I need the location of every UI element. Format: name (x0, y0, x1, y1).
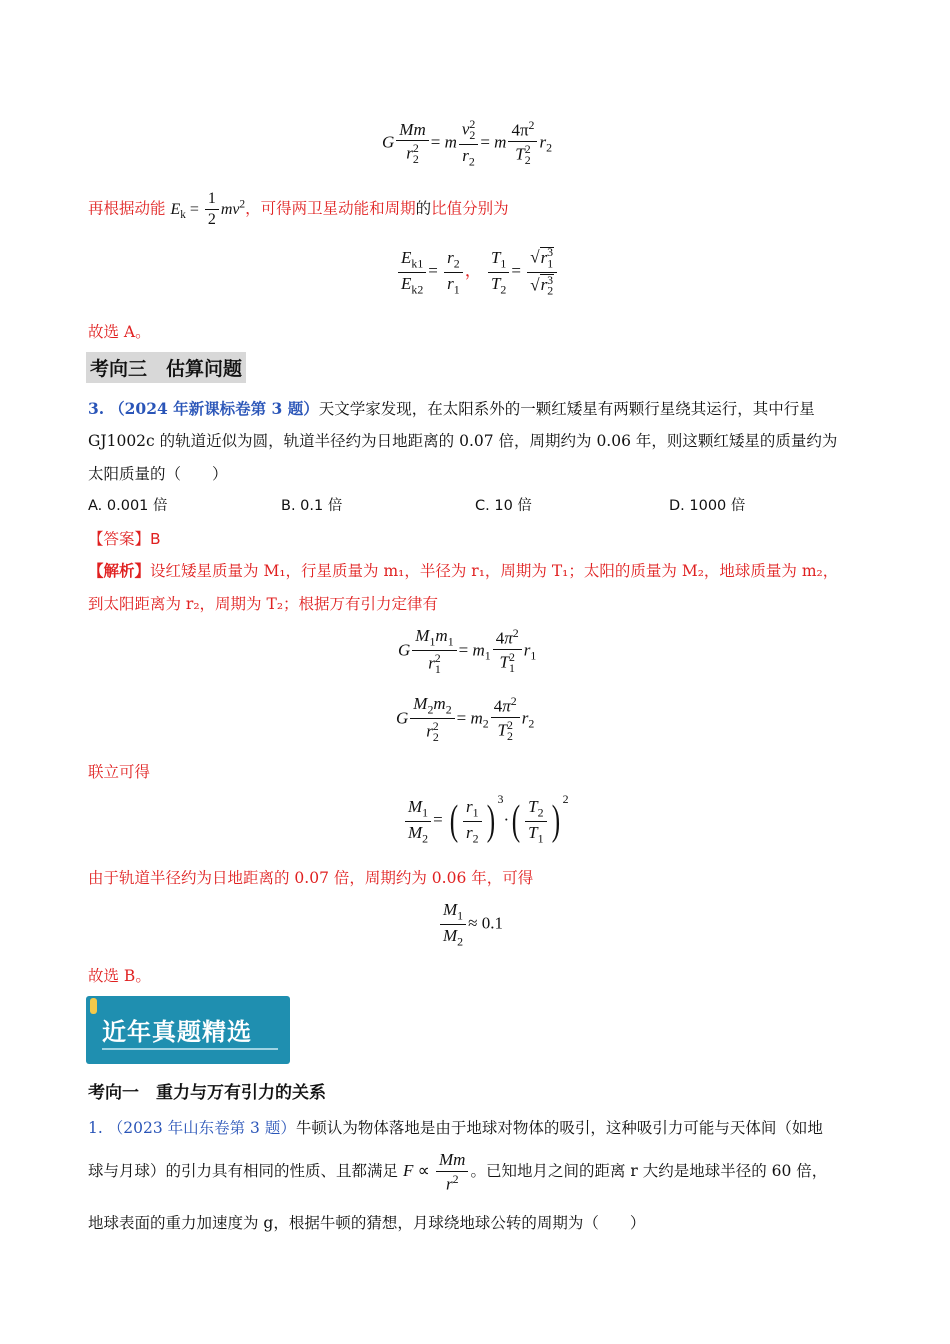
recent-exams-banner (86, 996, 290, 1064)
q3-given: 由于轨道半径约为日地距离的 0.07 倍，周期约为 0.06 年，可得 (88, 869, 534, 887)
q3-text-line2: GJ1002c 的轨道近似为圆，轨道半径约为日地距离的 0.07 倍，周期约为 0.06 年，则这颗红矮星的质量约为 (88, 432, 838, 450)
equation-red-dwarf: G $\frac{M_1m_1}{r_1^2}$ = $m_1$ $\frac{4\pi^2}{T_1^2}$ $r_1$ (398, 625, 537, 677)
choose-b: 故选 B。 (88, 967, 151, 985)
kinetic-text: 再根据动能 (88, 199, 166, 218)
q1-number: 1. (88, 1119, 103, 1137)
q3-option-c: C. 10 倍 (475, 498, 532, 514)
banner-title: 近年真题精选 (102, 1018, 252, 1046)
q3-combine: 联立可得 (88, 763, 151, 781)
q3-option-a: A. 0.001 倍 (88, 498, 168, 514)
banner-tab (90, 998, 97, 1014)
kinetic-mid: ，可得两卫星动能和周期 (245, 199, 416, 218)
analysis-text1: 设红矮星质量为 M₁，行星质量为 m₁，半径为 r₁，周期为 T₁；太阳的质量为 M₂，地球质量为 m₂， (150, 562, 839, 580)
q3-text-line1: 天文学家发现，在太阳系外的一颗红矮星有两颗行星绕其运行，其中行星 (318, 400, 815, 418)
q1-text-line2a: 球与月球）的引力具有相同的性质、且都满足 (88, 1161, 399, 1180)
kinetic-formula: $E_k$ = $\frac{1}{2}$ $mv^2$ (170, 190, 246, 229)
equation-sun: G $\frac{M_2m_2}{r_2^2}$ = $m_2$ $\frac{4\pi^2}{T_2^2}$ $r_2$ (396, 693, 535, 745)
q1-text-line3: 地球表面的重力加速度为 g，根据牛顿的猜想，月球绕地球公转的周期为（ ） (88, 1214, 646, 1232)
answer-value: B (150, 530, 161, 548)
q3-answer (88, 527, 161, 549)
kinetic-energy-line (88, 190, 509, 230)
q3-source: （2024 年新课标卷第 3 题） (109, 399, 319, 418)
q1-line1 (88, 1116, 823, 1138)
q3-text-line3: 太阳质量的（ ） (88, 465, 228, 483)
section1-title: 考向一 重力与万有引力的关系 (88, 1083, 326, 1103)
q1-line2 (88, 1150, 827, 1194)
q3-option-d: D. 1000 倍 (669, 498, 746, 514)
q3-analysis-line2: 到太阳距离为 r₂，周期为 T₂；根据万有引力定律有 (88, 595, 439, 613)
equation-orbit-satellite-2: G $\frac{Mm}{r_2^2}$ = m $\frac{v_2^2}{r_2}$ = m $\frac{4\pi^2}{T_2^2}$ $r_2$ (382, 117, 553, 169)
answer-label: 【答案】 (88, 530, 151, 548)
q1-source: （2023 年山东卷第 3 题） (107, 1119, 296, 1137)
result-value: ≈ 0.1 (468, 913, 503, 933)
q3-analysis-line1 (88, 559, 838, 581)
q3-line1 (88, 397, 815, 419)
choose-a: 故选 A。 (88, 323, 151, 341)
equation-ratios: $\frac{E_{k1}}{E_{k2}}$ = $\frac{r_2}{r_1}$ ， $\frac{T_1}{T_2}$ = $\frac{√r_1^3}{√r_2^3}$ (396, 246, 559, 298)
gravity-proportion-formula: F ∝ $\frac{Mm}{r^2}$ (403, 1161, 471, 1180)
banner-underline (102, 1048, 278, 1050)
q1-text-line1: 牛顿认为物体落地是由于地球对物体的吸引，这种吸引力可能与天体间（如地 (295, 1119, 823, 1137)
analysis-label: 【解析】 (88, 561, 151, 580)
kinetic-tail: 比值分别为 (431, 199, 509, 218)
q3-option-b: B. 0.1 倍 (281, 498, 343, 514)
section3-title: 考向三 估算问题 (86, 352, 246, 383)
equation-result: $\frac{M_1}{M_2}$ ≈ 0.1 (438, 900, 503, 949)
q1-text-line2b: 。已知地月之间的距离 r 大约是地球半径的 60 倍， (470, 1161, 828, 1180)
kinetic-black: 的 (415, 199, 432, 218)
q3-number: 3. (88, 399, 105, 418)
equation-mass-ratio: $\frac{M_1}{M_2}$ = ( $\frac{r_1}{r_2}$ ) $^3$·( $\frac{T_2}{T_1}$ ) $^2$ (403, 792, 569, 846)
